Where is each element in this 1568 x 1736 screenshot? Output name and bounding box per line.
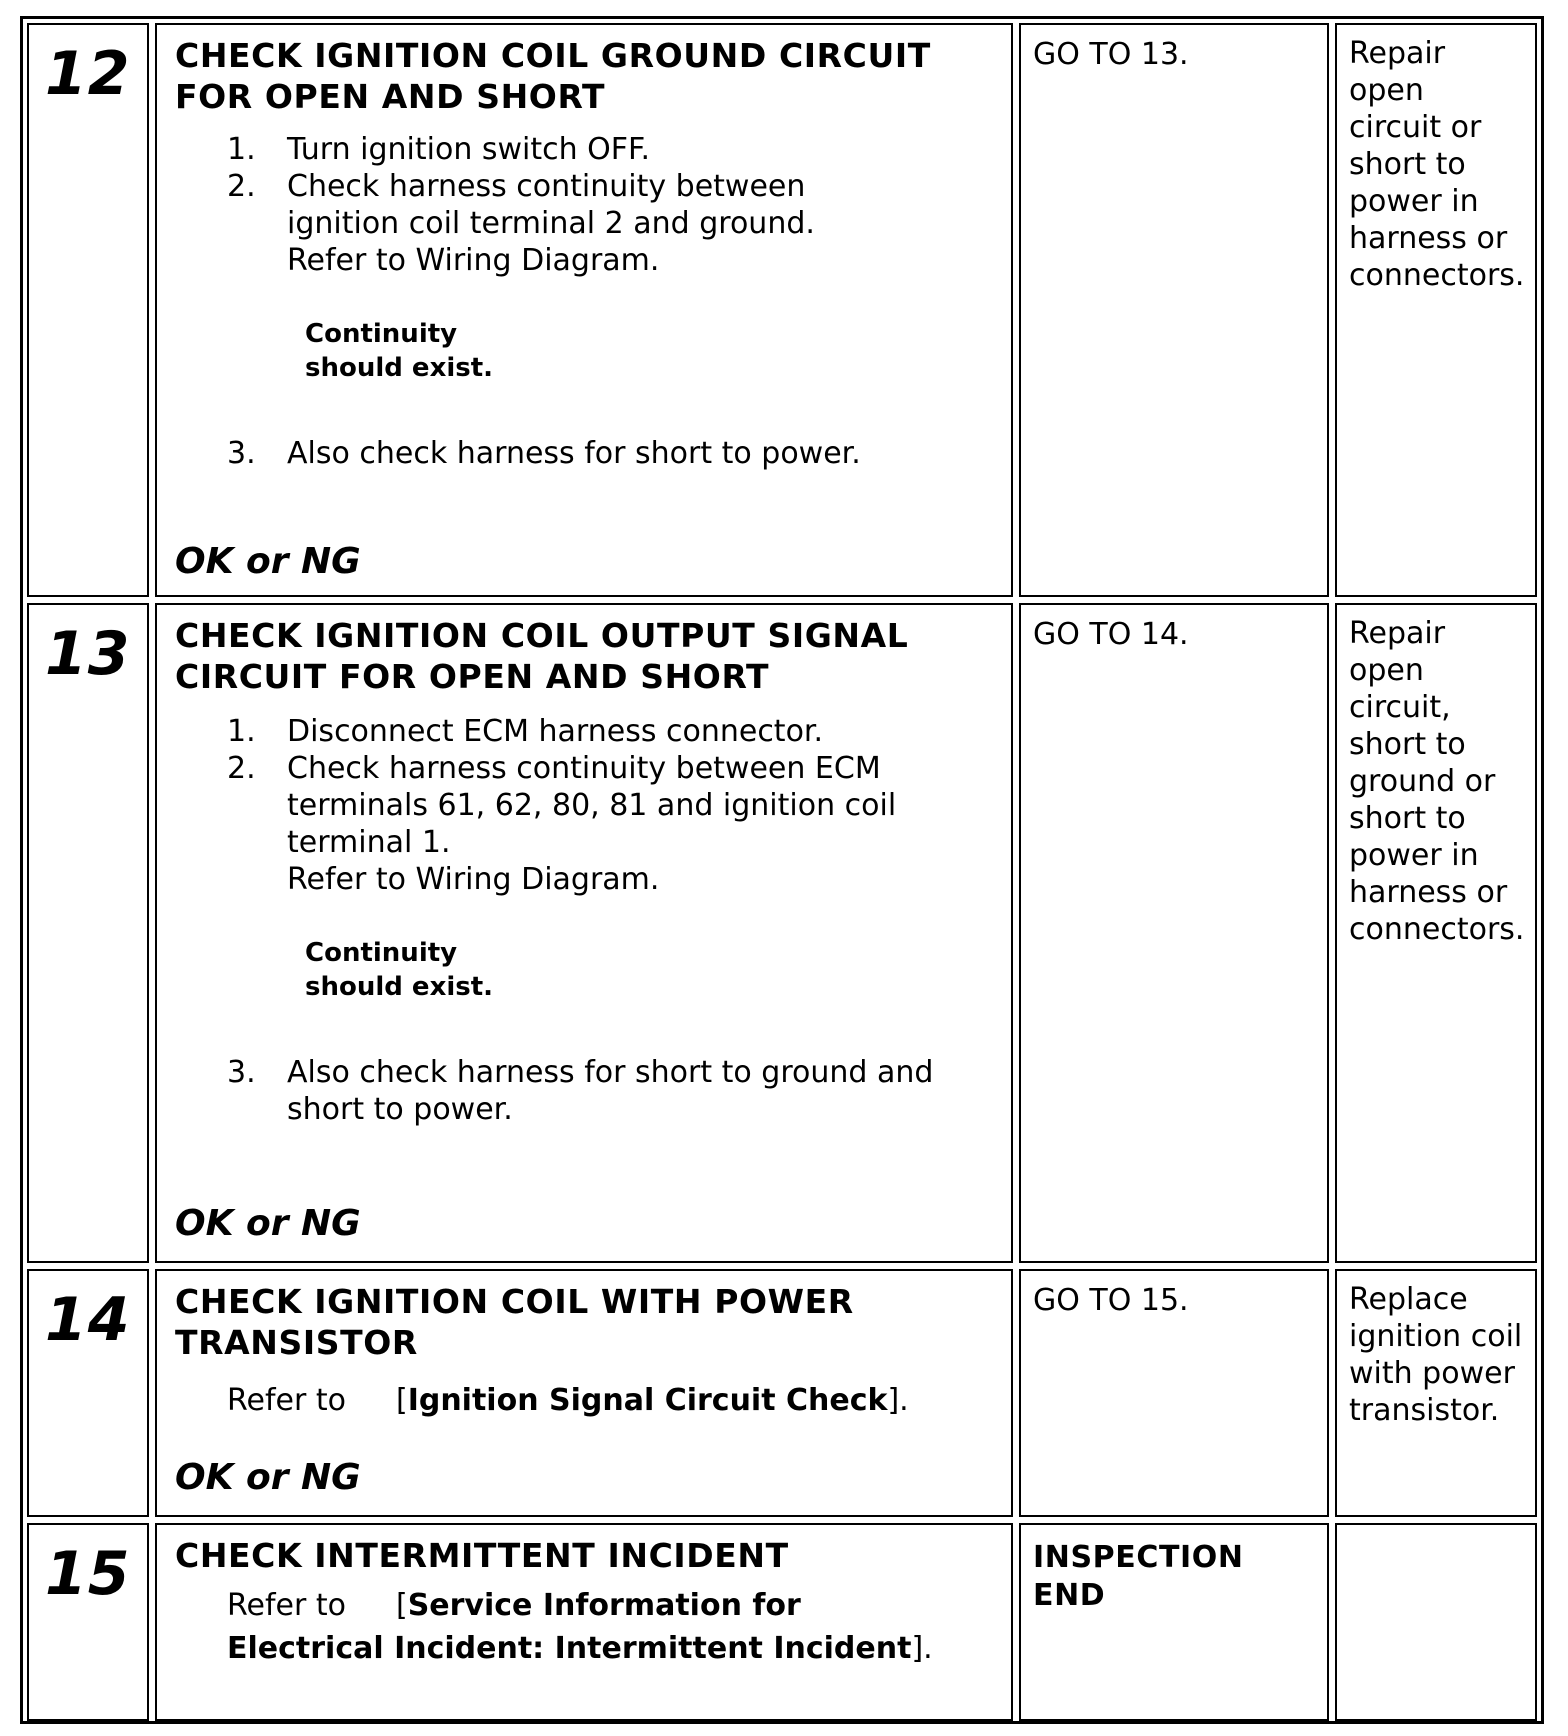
ok-or-ng-label: OK or NG	[175, 541, 361, 582]
ok-or-ng-label: OK or NG	[175, 1203, 361, 1244]
refer-to-label: Refer to	[227, 1588, 346, 1623]
step-title: CHECK IGNITION COIL OUTPUT SIGNAL CIRCUIT FOR OPEN AND SHORT	[175, 616, 909, 696]
step-number: 15	[45, 1539, 131, 1609]
step-number-cell	[27, 23, 149, 597]
step-number: 13	[45, 619, 131, 689]
step-title: CHECK IGNITION COIL WITH POWER TRANSISTOR	[175, 1282, 854, 1362]
step-list	[157, 713, 1011, 898]
step-title: CHECK INTERMITTENT INCIDENT	[175, 1536, 789, 1575]
step-number-cell	[27, 1269, 149, 1517]
step-number-cell	[27, 603, 149, 1263]
step-number-cell	[27, 1523, 149, 1721]
ignition-signal-circuit-check-link[interactable]: Ignition Signal Circuit Check	[407, 1383, 888, 1418]
step-content-cell	[155, 1269, 1013, 1517]
step-title: CHECK IGNITION COIL GROUND CIRCUIT FOR OPEN AND SHORT	[175, 36, 931, 116]
step-number: 12	[45, 39, 131, 109]
diagnostic-table	[20, 16, 1544, 1724]
step-item: 1. Disconnect ECM harness connector.	[227, 714, 824, 749]
reference-line: Refer to [Ignition Signal Circuit Check].	[227, 1383, 909, 1418]
ng-action: Replace ignition coil with power transistor.	[1349, 1282, 1523, 1428]
continuity-note: Continuity should exist.	[305, 319, 494, 383]
step-item: 3. Also check harness for short to ground and short to power.	[227, 1055, 934, 1127]
ok-cell	[1019, 23, 1329, 597]
step-content-cell	[155, 603, 1013, 1263]
step-list	[157, 435, 1011, 472]
step-number: 14	[45, 1285, 131, 1355]
ng-cell	[1335, 603, 1537, 1263]
intermittent-incident-link[interactable]: Electrical Incident: Intermittent Incident	[227, 1631, 912, 1666]
wiring-diagram-ref: Refer to Wiring Diagram.	[287, 862, 660, 897]
step-item: 2. Check harness continuity between ECM terminals 61, 62, 80, 81 and ignition coil terminal 1. Refer to Wiring Diagram.	[227, 751, 897, 897]
go-to-link[interactable]: GO TO 13.	[1033, 37, 1189, 72]
step-list	[157, 1054, 1011, 1128]
step-content-cell	[155, 1523, 1013, 1721]
service-information-link[interactable]: Service Information for	[407, 1588, 801, 1623]
inspection-end: INSPECTION END	[1033, 1540, 1244, 1613]
step-item: 2. Check harness continuity between ignition coil terminal 2 and ground. Refer to Wiring Diagram.	[227, 169, 815, 278]
go-to-link[interactable]: GO TO 14.	[1033, 617, 1189, 652]
step-list	[157, 131, 1011, 279]
step-item: 3. Also check harness for short to power.	[227, 436, 861, 471]
ok-or-ng-label: OK or NG	[175, 1457, 361, 1498]
go-to-link[interactable]: GO TO 15.	[1033, 1283, 1189, 1318]
ng-cell	[1335, 1269, 1537, 1517]
ng-cell	[1335, 23, 1537, 597]
ng-action: Repair open circuit or short to power in harness or connectors.	[1349, 36, 1525, 293]
refer-to-label: Refer to	[227, 1383, 346, 1418]
ok-cell	[1019, 1523, 1329, 1721]
ng-action: Repair open circuit, short to ground or short to power in harness or connectors.	[1349, 616, 1525, 947]
ok-cell	[1019, 1269, 1329, 1517]
wiring-diagram-ref: Refer to Wiring Diagram.	[287, 243, 660, 278]
continuity-note: Continuity should exist.	[305, 938, 494, 1002]
step-item: 1. Turn ignition switch OFF.	[227, 132, 651, 167]
reference-line: Refer to [Service Information for Electrical Incident: Intermittent Incident].	[227, 1588, 933, 1666]
step-content-cell	[155, 23, 1013, 597]
ok-cell	[1019, 603, 1329, 1263]
ng-cell-empty	[1335, 1523, 1537, 1721]
